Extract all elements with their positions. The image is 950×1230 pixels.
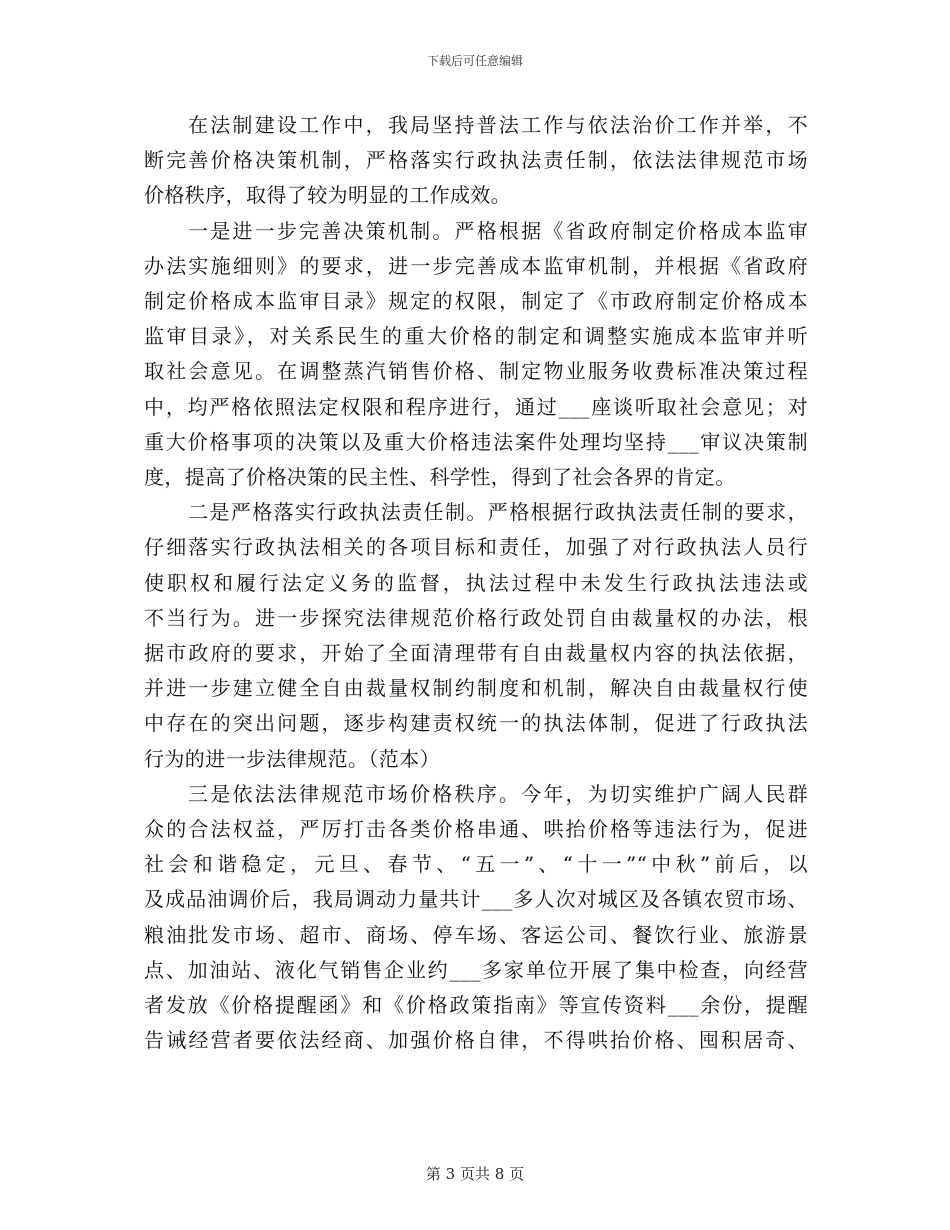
text-line: 粮油批发市场、超市、商场、停车场、客运公司、餐饮行业、旅游景 — [144, 922, 808, 947]
text-line: 仔细落实行政执法相关的各项目标和责任，加强了对行政执法人员行 — [144, 535, 808, 560]
text-line: 中，均严格依照法定权限和程序进行，通过___座谈听取社会意见；对 — [144, 394, 808, 419]
text-line: 行为的进一步法律规范。（范本） — [144, 746, 440, 771]
paragraph-intro — [144, 108, 808, 214]
text-line: 重大价格事项的决策以及重大价格违法案件处理均坚持___审议决策制 — [144, 429, 808, 454]
paragraph-market-order — [144, 777, 808, 1059]
text-line: 二是严格落实行政执法责任制。严格根据行政执法责任制的要求， — [188, 500, 808, 525]
page-footer: 第 3 页共 8 页 — [425, 1165, 525, 1183]
text-line: 并进一步建立健全自由裁量权制约制度和机制，解决自由裁量权行使 — [144, 676, 808, 701]
text-line: 取社会意见。在调整蒸汽销售价格、制定物业服务收费标准决策过程 — [144, 359, 808, 384]
text-line: 据市政府的要求，开始了全面清理带有自由裁量权内容的执法依据， — [144, 641, 808, 666]
text-line: 监审目录》，对关系民生的重大价格的制定和调整实施成本监审并听 — [144, 324, 808, 349]
text-line: 价格秩序，取得了较为明显的工作成效。 — [144, 183, 512, 208]
text-line: 众的合法权益，严厉打击各类价格串通、哄抬价格等违法行为，促进 — [144, 817, 808, 842]
page-header: 下载后可任意编辑 — [426, 54, 523, 68]
text-line: 制定价格成本监审目录》规定的权限，制定了《市政府制定价格成本 — [144, 289, 808, 314]
text-line: 点、加油站、液化气销售企业约___多家单位开展了集中检查，向经营 — [144, 957, 808, 982]
text-line: 一是进一步完善决策机制。严格根据《省政府制定价格成本监审 — [188, 218, 808, 243]
text-line: 在法制建设工作中，我局坚持普法工作与依法治价工作并举，不 — [188, 113, 808, 137]
document-body — [144, 108, 808, 1058]
text-line: 办法实施细则》的要求，进一步完善成本监审机制，并根据《省政府 — [144, 253, 808, 278]
text-line: 断完善价格决策机制，严格落实行政执法责任制，依法法律规范市场 — [144, 148, 808, 173]
paragraph-enforcement-responsibility — [144, 495, 808, 777]
text-line: 者发放《价格提醒函》和《价格政策指南》等宣传资料___余份，提醒 — [144, 993, 808, 1018]
text-line: 告诫经营者要依法经商、加强价格自律，不得哄抬价格、囤积居奇、 — [144, 1028, 808, 1053]
text-line: 不当行为。进一步探究法律规范价格行政处罚自由裁量权的办法，根 — [144, 605, 808, 630]
text-line: 度，提高了价格决策的民主性、科学性，得到了社会各界的肯定。 — [144, 465, 736, 490]
text-line: 三是依法法律规范市场价格秩序。今年，为切实维护广阔人民群 — [188, 781, 808, 806]
text-line: 社会和谐稳定，元旦、春节、“五一”、“十一”“中秋”前后，以 — [144, 852, 808, 877]
paragraph-decision-mechanism — [144, 214, 808, 496]
text-line: 中存在的突出问题，逐步构建责权统一的执法体制，促进了行政执法 — [144, 711, 808, 736]
text-line: 使职权和履行法定义务的监督，执法过程中未发生行政执法违法或 — [144, 570, 808, 595]
text-line: 及成品油调价后，我局调动力量共计___多人次对城区及各镇农贸市场、 — [144, 887, 808, 912]
